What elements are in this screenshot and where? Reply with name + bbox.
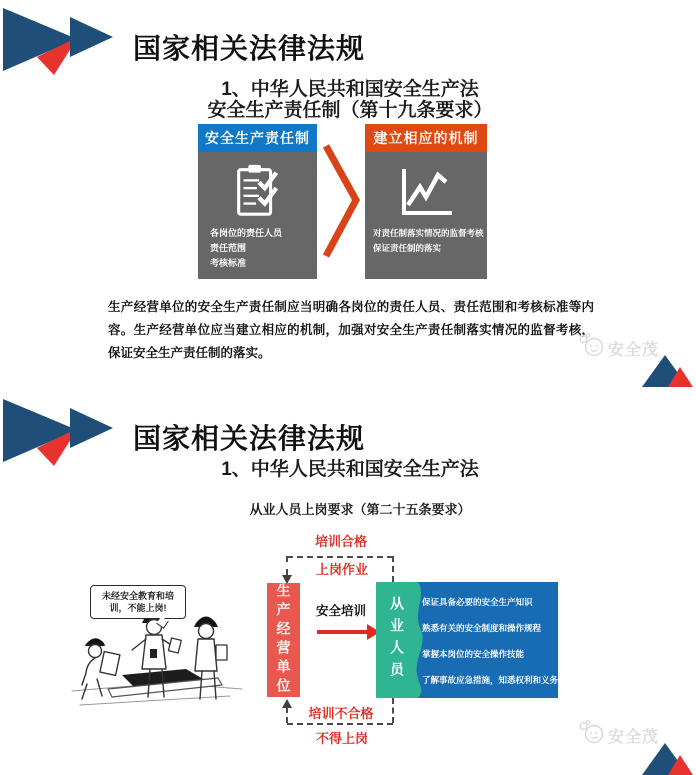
responsibility-box-items (198, 222, 317, 271)
corner-mountain-logo (640, 351, 696, 387)
chevron-right-icon (318, 138, 364, 264)
responsibility-box-body (198, 152, 317, 279)
speech-bubble: 未经安全教育和培训，不能上岗! (90, 585, 186, 619)
subtitle-line-2: 安全生产责任制（第十九条要求） (207, 100, 493, 121)
list-item: 了解事故应急措施，知悉权利和义务 (422, 675, 558, 685)
mechanism-box (365, 124, 487, 279)
responsibility-box-header: 安全生产责任制 (198, 124, 317, 152)
producer-box (267, 583, 300, 697)
subtitle-line-1: 1、中华人民共和国安全生产法 (221, 79, 479, 100)
list-item: 保证具备必要的安全生产知识 (422, 597, 533, 607)
section-heading: 从业人员上岗要求（第二十五条要求） (249, 502, 471, 517)
page-title: 国家相关法律法规 (133, 423, 366, 454)
subtitle: 1、中华人民共和国安全生产法 (221, 459, 479, 480)
training-arrow-label: 安全培训 (316, 604, 367, 618)
producer-box-label: 生产经营单位 (275, 583, 292, 697)
body-paragraph: 生产经营单位的安全生产责任制应当明确各岗位的责任人员、责任范围和考核标准等内容。生产经营单位应当建立相应的机制，加强对安全生产责任制落实情况的监督考核，保证安全生产责任制的落实。 (108, 300, 594, 360)
slide-1 (0, 0, 696, 387)
list-item: 对责任制落实情况的监督考核 (373, 228, 484, 238)
brand-arrows-logo (0, 4, 118, 78)
worker-box-label-wrap (376, 582, 418, 698)
brand-arrows-logo (0, 395, 118, 469)
list-item: 熟悉有关的安全制度和操作规程 (422, 623, 542, 633)
clipboard-checklist-icon (229, 160, 287, 222)
label-take-post: 上岗作业 (315, 562, 368, 577)
slide-2 (0, 387, 696, 774)
training-arrow (317, 630, 367, 634)
list-item: 各岗位的责任人员 (210, 228, 283, 238)
dashed-connector (287, 723, 393, 725)
mechanism-box-body (365, 152, 487, 279)
watermark-text: 安全茂 (608, 342, 660, 359)
watermark-text: 安全茂 (608, 729, 660, 746)
list-item: 保证责任制的落实 (373, 243, 442, 253)
list-item: 责任范围 (210, 243, 247, 253)
label-training-failed: 培训不合格 (308, 706, 374, 721)
worker-panel (376, 582, 558, 698)
wechat-face-icon (578, 332, 606, 360)
label-training-passed: 培训合格 (314, 534, 367, 549)
mechanism-box-header: 建立相应的机制 (365, 124, 487, 152)
line-chart-icon (394, 162, 458, 222)
worker-box-label: 从业人员 (389, 596, 405, 684)
dashed-connector (287, 556, 393, 558)
requirements-list (422, 582, 556, 698)
mechanism-box-items (365, 222, 487, 256)
list-item: 掌握本岗位的安全操作技能 (422, 649, 525, 659)
responsibility-box (198, 124, 317, 279)
page-title: 国家相关法律法规 (133, 33, 366, 64)
list-item: 考核标准 (210, 258, 247, 268)
corner-mountain-logo (640, 739, 696, 775)
label-no-post: 不得上岗 (315, 731, 368, 746)
wechat-face-icon (578, 719, 606, 747)
